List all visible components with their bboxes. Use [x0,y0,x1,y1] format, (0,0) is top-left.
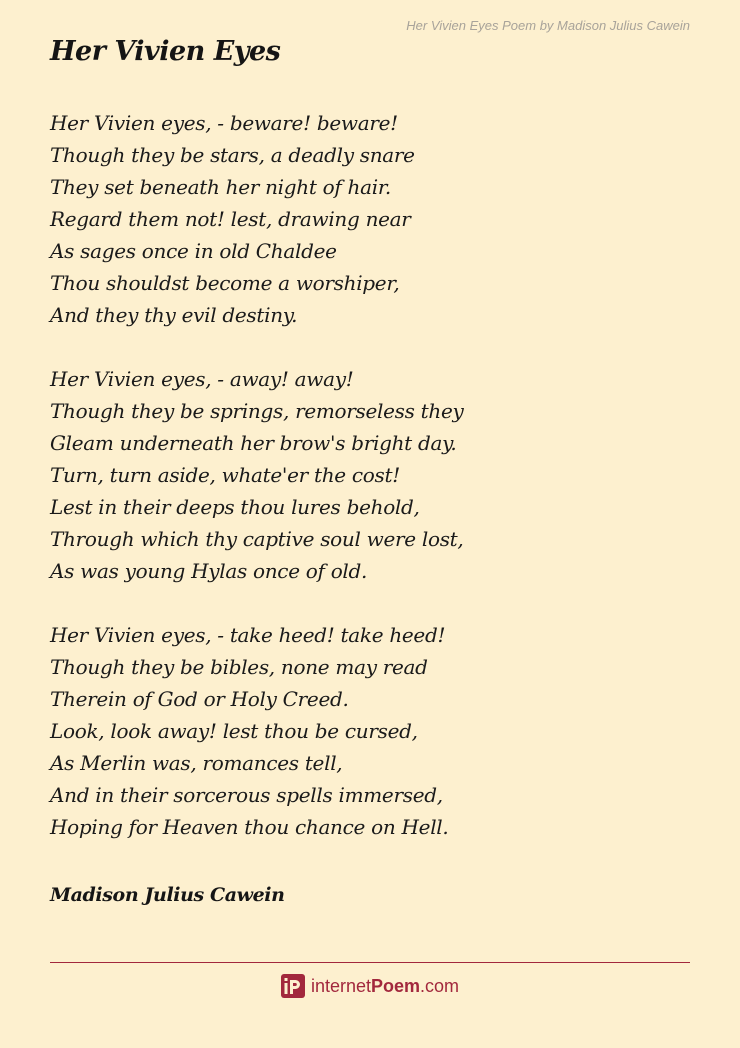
poem-line: Therein of God or Holy Creed. [50,687,349,711]
ip-logo-icon [281,974,305,998]
footer-divider [50,962,690,963]
poem-line: Her Vivien eyes, - away! away! [50,367,354,391]
poem-line: And they thy evil destiny. [50,303,298,327]
brand-suffix: .com [420,975,460,996]
poem-line: Her Vivien eyes, - beware! beware! [50,111,398,135]
brand-prefix: internet [310,975,371,996]
brand-text [311,976,459,997]
poem-line: Though they be bibles, none may read [50,655,428,679]
poem-line: Regard them not! lest, drawing near [50,207,411,231]
stanza-3 [50,619,690,843]
stanza-2 [50,363,690,587]
poem-body [50,107,690,875]
poem-line: Thou shouldst become a worshiper, [50,271,400,295]
poem-line: Gleam underneath her brow's bright day. [50,431,457,455]
poem-title: Her Vivien Eyes [50,36,281,67]
poem-line: Lest in their deeps thou lures behold, [50,495,420,519]
poem-line: Hoping for Heaven thou chance on Hell. [50,815,449,839]
poem-line: And in their sorcerous spells immersed, [50,783,443,807]
header-credit: Her Vivien Eyes Poem by Madison Julius Cawein [406,18,690,33]
poem-line: Look, look away! lest thou be cursed, [50,719,418,743]
poem-line: As was young Hylas once of old. [50,559,368,583]
poem-line: As sages once in old Chaldee [50,239,337,263]
poem-line: Though they be springs, remorseless they [50,399,464,423]
poem-line: Her Vivien eyes, - take heed! take heed! [50,623,446,647]
poem-line: As Merlin was, romances tell, [50,751,343,775]
poem-line: Through which thy captive soul were lost, [50,527,464,551]
poem-line: Turn, turn aside, whate'er the cost! [50,463,400,487]
stanza-1 [50,107,690,331]
brand-bold: Poem [371,975,421,996]
poem-line: They set beneath her night of hair. [50,175,391,199]
poem-author: Madison Julius Cawein [50,884,285,906]
footer-brand-link[interactable] [0,974,740,998]
poem-line: Though they be stars, a deadly snare [50,143,415,167]
